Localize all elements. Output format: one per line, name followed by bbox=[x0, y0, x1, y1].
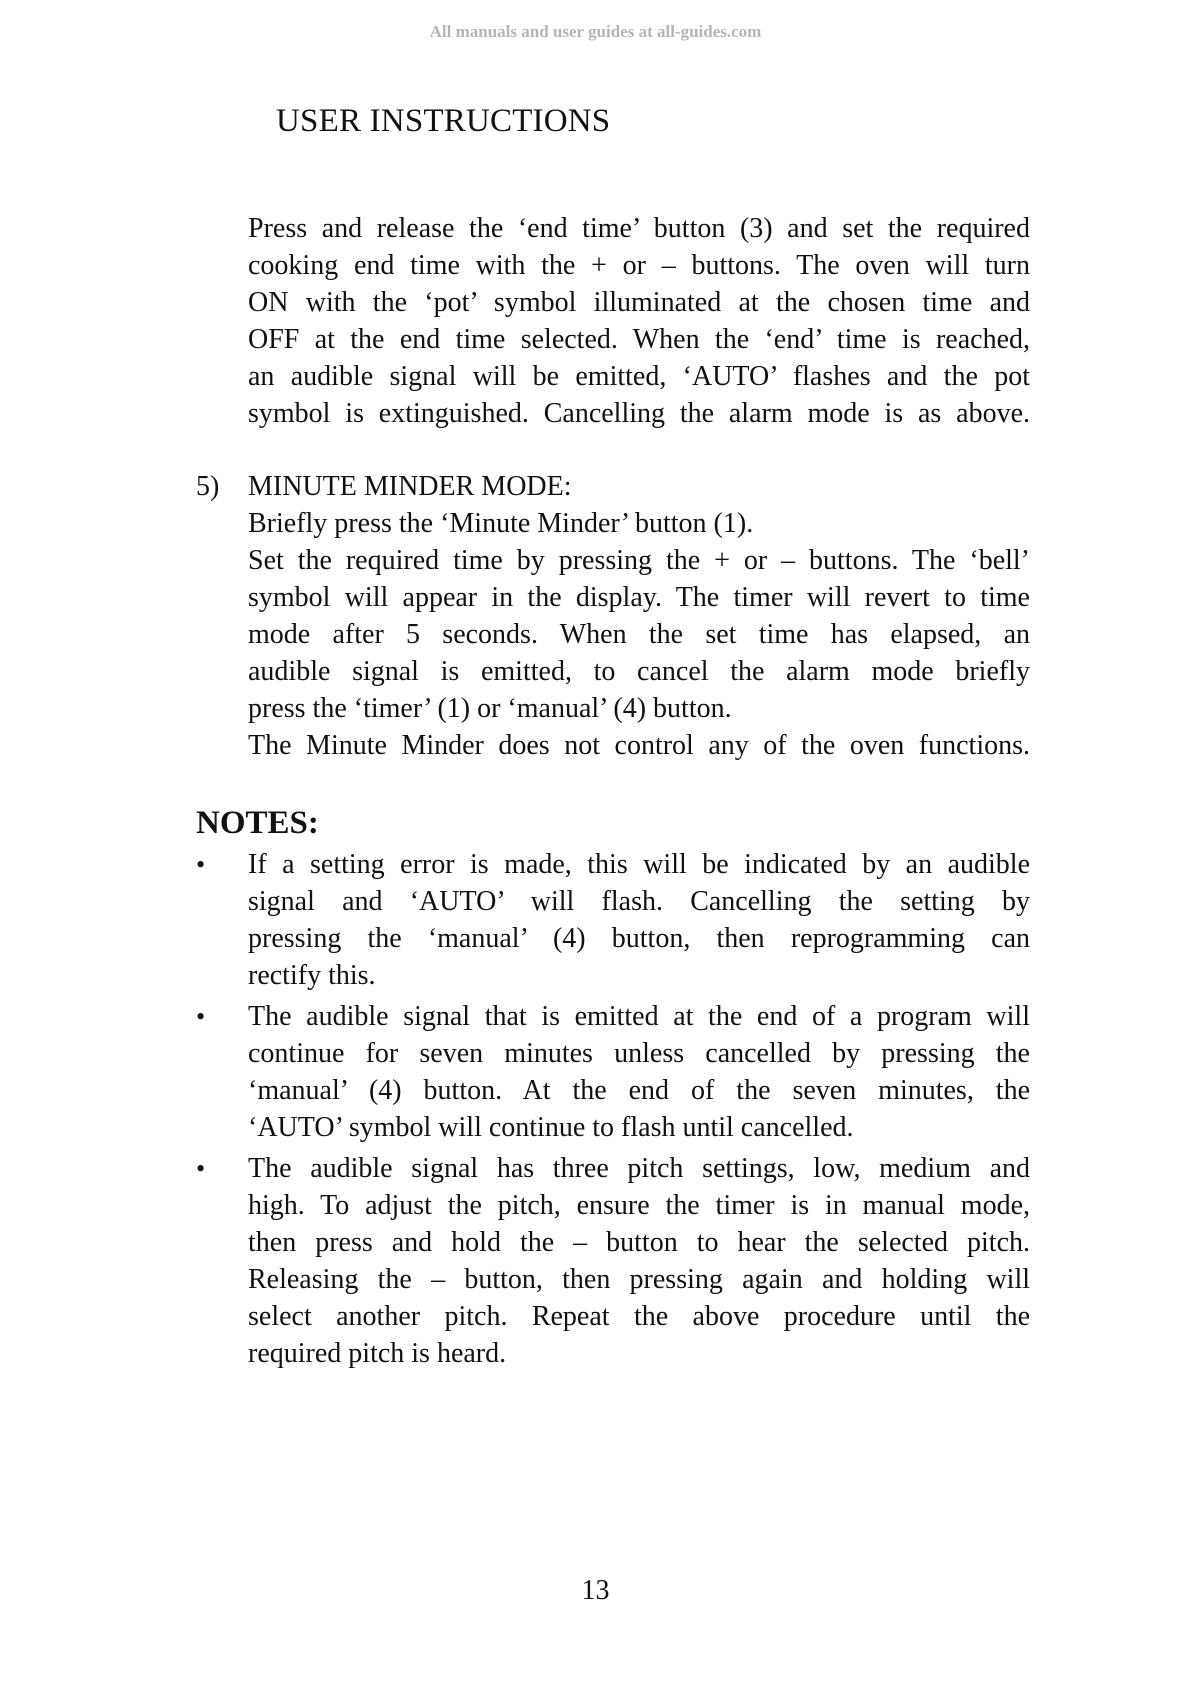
watermark-text: All manuals and user guides at all-guides.com bbox=[429, 22, 762, 41]
text-line: select another pitch. Repeat the above procedure until the bbox=[248, 1301, 1030, 1332]
minute-minder-section bbox=[248, 468, 1030, 764]
notes-heading: NOTES: bbox=[196, 805, 319, 841]
text-line: OFF at the end time selected. When the ‘end’ time is reached, bbox=[248, 324, 1030, 355]
text-line: mode after 5 seconds. When the set time has elapsed, an bbox=[248, 619, 1030, 650]
text-line: cooking end time with the + or – buttons. The oven will turn bbox=[248, 250, 1030, 281]
text-line: ‘manual’ (4) button. At the end of the seven minutes, the bbox=[248, 1075, 1030, 1106]
text-line: rectify this. bbox=[248, 960, 376, 991]
text-line: then press and hold the – button to hear the selected pitch. bbox=[248, 1227, 1030, 1258]
text-line: symbol will appear in the display. The timer will revert to time bbox=[248, 582, 1030, 613]
note-item bbox=[248, 846, 1030, 994]
note-item bbox=[248, 998, 1030, 1146]
text-line: symbol is extinguished. Cancelling the alarm mode is as above. bbox=[248, 398, 1030, 429]
text-line: The audible signal has three pitch settings, low, medium and bbox=[248, 1153, 1030, 1184]
text-line: ON with the ‘pot’ symbol illuminated at the chosen time and bbox=[248, 287, 1030, 318]
text-line: Releasing the – button, then pressing again and holding will bbox=[248, 1264, 1030, 1295]
text-line: signal and ‘AUTO’ will flash. Cancelling the setting by bbox=[248, 886, 1030, 917]
text-line: Set the required time by pressing the + or – buttons. The ‘bell’ bbox=[248, 545, 1030, 576]
text-line: required pitch is heard. bbox=[248, 1338, 507, 1369]
section-heading: MINUTE MINDER MODE: bbox=[248, 471, 572, 502]
text-line: ‘AUTO’ symbol will continue to flash until cancelled. bbox=[248, 1112, 854, 1143]
bullet-icon: • bbox=[196, 850, 206, 879]
text-line: Briefly press the ‘Minute Minder’ button (1). bbox=[248, 508, 754, 539]
text-line: an audible signal will be emitted, ‘AUTO’ flashes and the pot bbox=[248, 361, 1030, 392]
bullet-icon: • bbox=[196, 1154, 206, 1183]
page-number: 13 bbox=[581, 1575, 610, 1606]
text-line: Press and release the ‘end time’ button (3) and set the required bbox=[248, 213, 1030, 244]
text-line: The Minute Minder does not control any of the oven functions. bbox=[248, 730, 1030, 761]
page-title: USER INSTRUCTIONS bbox=[276, 103, 611, 139]
text-line: pressing the ‘manual’ (4) button, then reprogramming can bbox=[248, 923, 1030, 954]
text-line: continue for seven minutes unless cancelled by pressing the bbox=[248, 1038, 1030, 1069]
text-line: press the ‘timer’ (1) or ‘manual’ (4) button. bbox=[248, 693, 732, 724]
text-line: If a setting error is made, this will be indicated by an audible bbox=[248, 849, 1030, 880]
section-number: 5) bbox=[196, 471, 220, 502]
text-line: audible signal is emitted, to cancel the alarm mode briefly bbox=[248, 656, 1030, 687]
text-line: high. To adjust the pitch, ensure the timer is in manual mode, bbox=[248, 1190, 1030, 1221]
intro-paragraph bbox=[248, 210, 1030, 432]
bullet-icon: • bbox=[196, 1002, 206, 1031]
text-line: The audible signal that is emitted at the end of a program will bbox=[248, 1001, 1030, 1032]
note-item bbox=[248, 1150, 1030, 1372]
